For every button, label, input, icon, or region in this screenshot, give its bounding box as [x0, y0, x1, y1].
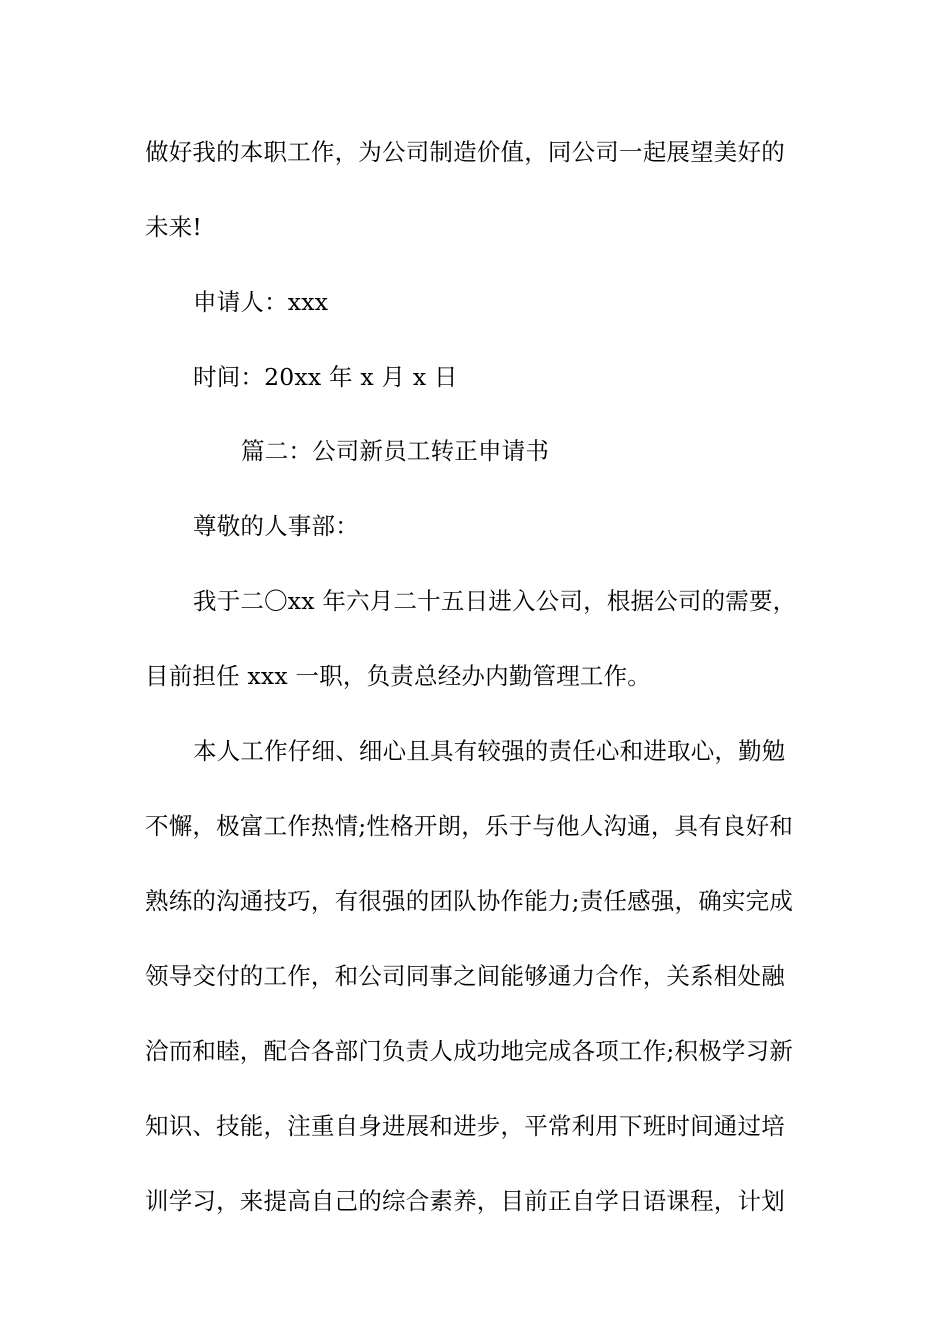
- paragraph-2-line-3: 熟练的沟通技巧，有很强的团队协作能力;责任感强，确实完成: [145, 887, 794, 915]
- paragraph-2-line-4: 领导交付的工作，和公司同事之间能够通力合作，关系相处融: [145, 962, 785, 990]
- body-line-2: 未来!: [145, 213, 203, 241]
- paragraph-1-line-2: 目前担任 xxx 一职，负责总经办内勤管理工作。: [145, 662, 651, 690]
- paragraph-2-line-6: 知识、技能，注重自身进展和进步，平常利用下班时间通过培: [145, 1112, 785, 1140]
- paragraph-1-line-1: 我于二〇xx 年六月二十五日进入公司，根据公司的需要，: [193, 587, 797, 615]
- paragraph-2-line-7: 训学习，来提高自己的综合素养，目前正自学日语课程，计划: [145, 1187, 785, 1215]
- paragraph-2-line-5: 洽而和睦，配合各部门负责人成功地完成各项工作;积极学习新: [145, 1037, 794, 1065]
- applicant-line: 申请人：xxx: [193, 288, 329, 316]
- paragraph-2-line-2: 不懈，极富工作热情;性格开朗，乐于与他人沟通，具有良好和: [145, 812, 794, 840]
- date-line: 时间：20xx 年 x 月 x 日: [193, 363, 458, 391]
- salutation: 尊敬的人事部：: [193, 512, 359, 540]
- paragraph-2-line-1: 本人工作仔细、细心且具有较强的责任心和进取心，勤勉: [193, 737, 786, 765]
- section-title: 篇二：公司新员工转正申请书: [241, 437, 550, 465]
- body-line-1: 做好我的本职工作，为公司制造价值，同公司一起展望美好的: [145, 138, 785, 166]
